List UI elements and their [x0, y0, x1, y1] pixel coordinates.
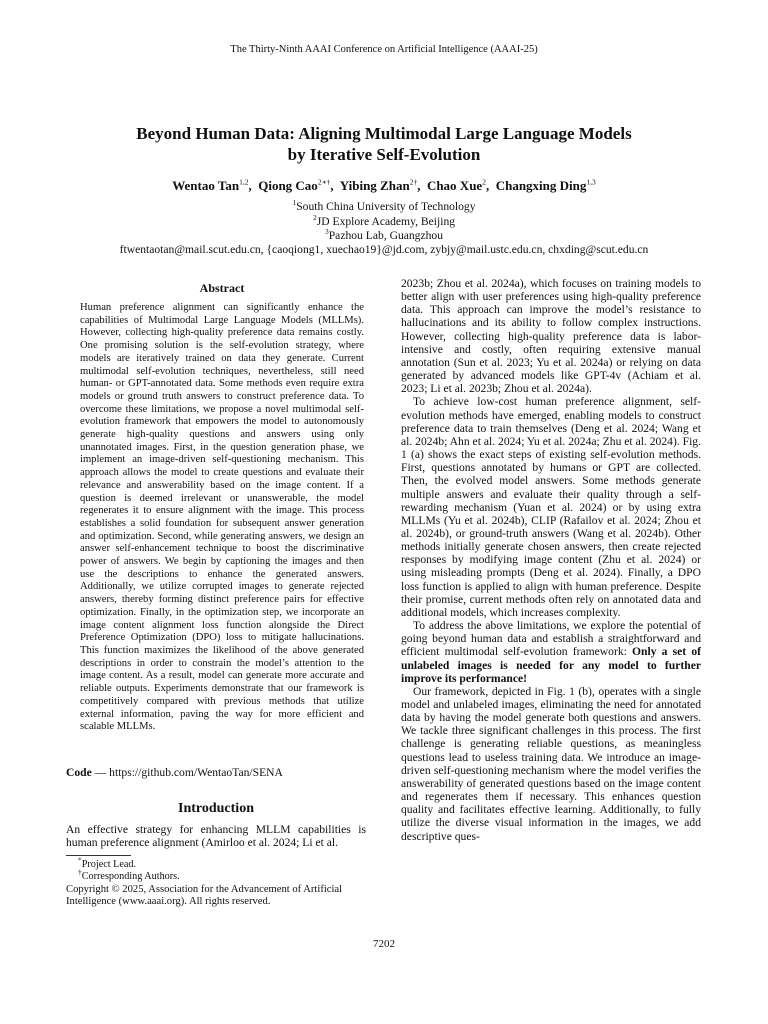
author-name: Chao Xue	[426, 178, 483, 193]
footnote-mark: †	[78, 868, 82, 878]
copyright-notice: Copyright © 2025, Association for the Advancement of Artificial Intelligence (www.aaai.org). All rights reserved.	[66, 883, 343, 908]
conference-header: The Thirty-Ninth AAAI Conference on Artificial Intelligence (AAAI-25)	[230, 44, 538, 55]
introduction-text: An effective strategy for enhancing MLLM capabilities is human preference alignment (Amirloo et al. 2024; Li et al.	[66, 823, 366, 850]
right-paragraph-2: To achieve low-cost human preference alignment, self-evolution methods have emerged, enabling models to construct preference data to train themselves (Deng et al. 2024; Wang et al. 2024b; Ahn et al. 2024; Yu et al. 2024a; Zhu et al. 2024). Fig. 1 (a) shows the exact steps of existing self-evolution methods. First, questions annotated by humans or GPT are collected. Then, the evolved model answers. Some methods generate multiple answers and evaluate their quality through a self-rewarding mechanism (Yuan et al. 2024) or by using extra MLLMs (Yu et al. 2024b), CLIP (Rafailov et al. 2024; Zhou et al. 2024b), or ground-truth answers (Wang et al. 2024b). Other methods initially generate chosen answers, then create rejected responses by modifying image content (Zhu et al. 2024) or using misleading prompts (Deng et al. 2024). Finally, a DPO loss function is applied to align with human preference. Despite their promise, current methods often rely on annotated data and additional models, which increases complexity.	[401, 395, 701, 619]
right-column	[401, 277, 701, 843]
footnote-project-lead	[66, 855, 366, 871]
author-emails: ftwentaotan@mail.scut.edu.cn, {caoqiong1, xuechao19}@jd.com, zybjy@mail.ustc.edu.cn, chxding@scut.edu.cn	[119, 243, 649, 256]
footnote-text: Corresponding Authors.	[81, 871, 180, 883]
introduction-heading: Introduction	[178, 801, 254, 816]
footnote-text: Project Lead.	[81, 859, 137, 870]
author-affil-mark: 2	[482, 177, 486, 187]
right-paragraph-3	[401, 619, 701, 685]
affiliation-name: South China University of Technology	[296, 200, 476, 213]
author-affil-mark: 1,2	[239, 177, 249, 187]
abstract-heading: Abstract	[199, 281, 245, 295]
author-name: Qiong Cao	[258, 178, 318, 193]
affiliation	[60, 199, 708, 214]
footnote-rule	[66, 855, 131, 856]
abstract-text: Human preference alignment can significantly enhance the capabilities of Multimodal Large Language Models (MLLMs). However, collecting high-quality preference data remains costly. One promising solution is the self-evolution strategy, where models are iteratively trained on data they generate. Current multimodal self-evolution techniques, nevertheless, still need human- or GPT-annotated data. Some methods even require extra models or ground truth answers to construct preference data. To overcome these limitations, we propose a novel multimodal self-evolution framework that empowers the model to autonomously generate high-quality questions and answers using only unannotated images. First, in the question generation phase, we implement an image-driven self-questioning mechanism. This approach allows the model to create questions and evaluate their relevance and answerability based on the image content. If a question is deemed irrelevant or unanswerable, the model regenerates it to ensure alignment with the image. This process establishes a solid foundation for subsequent answer generation and optimization. Second, while generating answers, we design an answer self-enhancement technique to boost the discriminative power of answers. We begin by captioning the images and then use the descriptions to enhance the generated answers. Additionally, we utilize corrupted images to generate rejected answers, thereby forming distinct preference pairs for effective optimization. Finally, in the optimization step, we incorporate an image content alignment loss function alongside the Direct Preference Optimization (DPO) loss to mitigate hallucinations. This function maximizes the likelihood of the above generated descriptions in order to constrain the model’s attention to the image content. As a result, model can generate more accurate and reliable outputs. Experiments demonstrate that our framework is competitively compared with previous methods that utilize external information, paving the way for more efficient and scalable MLLMs.	[80, 302, 364, 733]
affiliation	[60, 228, 708, 243]
footnote-corresponding	[66, 868, 366, 883]
title-line-2: by Iterative Self-Evolution	[287, 145, 481, 164]
code-label: Code	[66, 766, 92, 779]
paper-title	[60, 123, 708, 165]
title-line-1: Beyond Human Data: Aligning Multimodal Large Language Models	[136, 124, 632, 143]
author-affil-mark: 1,3	[586, 177, 596, 187]
footnote-mark: *	[78, 855, 82, 865]
code-link-line: Code — https://github.com/WentaoTan/SENA	[66, 766, 283, 779]
affiliation-name: Pazhou Lab, Guangzhou	[328, 229, 444, 242]
footnotes	[66, 855, 366, 909]
right-paragraph-4: Our framework, depicted in Fig. 1 (b), operates with a single model and unlabeled images, eliminating the need for annotated data by having the model generate both questions and answers. We tackle three significant challenges in this process. The first challenge is generating reliable questions, as meaningless questions lead to useless training data. We introduce an image-driven self-questioning mechanism where the model verifies the answerability of generated questions based on the image content and regenerates them if necessary. This enhances question quality and facilitates effective learning. Additionally, to fully utilize the diverse visual information in the images, we add descriptive ques-	[401, 684, 701, 843]
affiliation-mark: 1	[292, 198, 297, 208]
page-number: 7202	[373, 938, 395, 950]
author-name: Changxing Ding	[495, 178, 587, 193]
author-name: Wentao Tan	[172, 178, 240, 193]
affiliation-mark: 2	[312, 213, 317, 223]
author-list: Wentao Tan$^{1,2}$, Qiong Cao$^{2∗\dagger}$, Yibing Zhan$^{2\dagger}$, Chao Xue$^2$, Changxing Ding$^{1,3}$	[172, 177, 596, 193]
right-paragraph-1: 2023b; Zhou et al. 2024a), which focuses on training models to better align with user preferences using high-quality preference data. This approach can improve the model’s resistance to hallucinations and its ability to follow complex instructions. However, collecting high-quality preference data is labor-intensive and costly, often requiring extensive manual annotation (Sun et al. 2023; Yu et al. 2024a) or relying on data generated by advanced models like GPT-4v (Achiam et al. 2023; Li et al. 2023b; Zhou et al. 2024a).	[401, 277, 701, 396]
code-url-link[interactable]: https://github.com/WentaoTan/SENA	[109, 766, 283, 779]
author-affil-mark: 2†	[409, 177, 418, 187]
affiliation-name: JD Explore Academy, Beijing	[316, 215, 456, 228]
author-affil-mark: 2∗†	[317, 177, 331, 187]
author-name: Yibing Zhan	[339, 178, 410, 193]
affiliation	[60, 214, 708, 229]
affiliation-mark: 3	[324, 227, 329, 237]
paragraph-3-text: To address the above limitations, we explore the potential of going beyond human data and establish a straightforward and efficient multimodal self-evolution framework:	[401, 619, 701, 659]
paragraph-3-emphasis: Only a set of unlabeled images is needed for any model to further improve its performance!	[401, 645, 702, 685]
